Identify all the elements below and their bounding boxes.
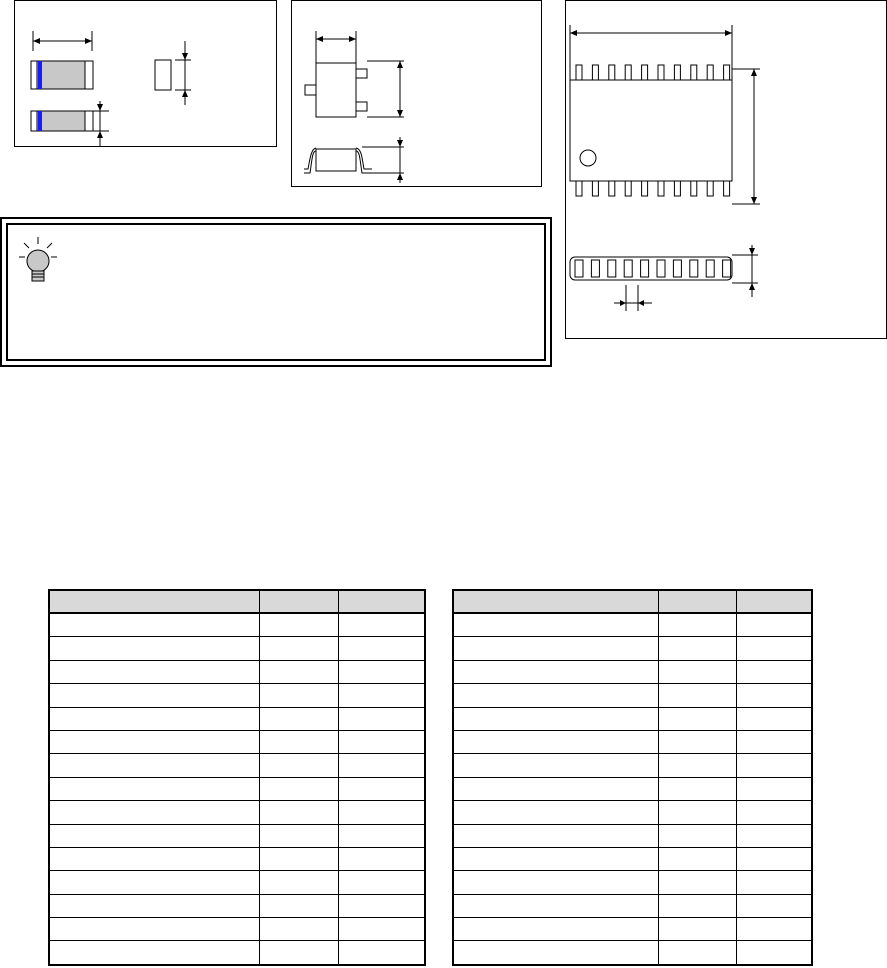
table-row [49, 637, 425, 660]
table-cell [658, 730, 736, 753]
ic-pin [657, 260, 665, 277]
table-row [49, 824, 425, 847]
table-cell [338, 754, 425, 777]
table-cell [259, 871, 338, 894]
table-cell [49, 754, 259, 777]
ic-pin [641, 260, 649, 277]
table-cell [49, 613, 259, 637]
table-cell [658, 613, 736, 637]
table-row [453, 801, 812, 824]
table-row [49, 894, 425, 917]
table-cell [49, 777, 259, 800]
table-cell [338, 824, 425, 847]
ic-pin [707, 65, 713, 80]
table-cell [259, 847, 338, 870]
table-cell [338, 847, 425, 870]
table-cell [736, 847, 812, 870]
ic-pin [592, 65, 598, 80]
table-cell [338, 637, 425, 660]
ic-pin [691, 65, 697, 80]
column-header [453, 590, 658, 613]
table-row [49, 777, 425, 800]
ic-pin [674, 65, 680, 80]
bottom-pin-row [576, 181, 730, 196]
table-cell [259, 801, 338, 824]
table-cell [453, 941, 658, 965]
ic-pin [673, 260, 681, 277]
table-cell [453, 660, 658, 683]
top-pin-row [576, 65, 730, 80]
ic-pin [576, 181, 582, 196]
table-cell [259, 684, 338, 707]
table-cell [453, 754, 658, 777]
column-header [49, 590, 259, 613]
table-cell [259, 824, 338, 847]
ic-pin [576, 65, 582, 80]
ic-pin [592, 181, 598, 196]
table-cell [736, 684, 812, 707]
table-row [453, 684, 812, 707]
table-row [49, 613, 425, 637]
table-cell [736, 941, 812, 965]
table-cell [736, 777, 812, 800]
table-row [49, 801, 425, 824]
table-cell [736, 660, 812, 683]
table-cell [49, 684, 259, 707]
ic-pin [690, 260, 698, 277]
table-cell [338, 941, 425, 965]
table-cell [658, 684, 736, 707]
table-cell [453, 777, 658, 800]
table-row [453, 707, 812, 730]
table-row [453, 637, 812, 660]
ic-pin [723, 260, 731, 277]
ic-pin [658, 65, 664, 80]
table-row [453, 754, 812, 777]
table-cell [49, 824, 259, 847]
table-cell [453, 637, 658, 660]
ic-pin [724, 65, 730, 80]
table-cell [658, 777, 736, 800]
table-cell [658, 707, 736, 730]
table-row [453, 777, 812, 800]
ic-pin [625, 181, 631, 196]
table-cell [49, 730, 259, 753]
table-cell [338, 707, 425, 730]
ic-pin [608, 260, 616, 277]
table-cell [338, 894, 425, 917]
column-header [658, 590, 736, 613]
ic-pin [706, 260, 714, 277]
table-cell [338, 871, 425, 894]
ic-package-drawing [565, 0, 887, 339]
table-row [49, 871, 425, 894]
table-cell [259, 637, 338, 660]
table-row [49, 941, 425, 965]
table-cell [49, 871, 259, 894]
column-header [338, 590, 425, 613]
table-cell [49, 847, 259, 870]
table-cell [453, 871, 658, 894]
table-cell [658, 894, 736, 917]
table-cell [453, 707, 658, 730]
table-cell [736, 637, 812, 660]
table-header-row [453, 590, 812, 613]
table-cell [49, 637, 259, 660]
table-cell [259, 777, 338, 800]
table-cell [259, 894, 338, 917]
table-cell [49, 894, 259, 917]
table-cell [338, 918, 425, 941]
table-row [49, 918, 425, 941]
table-row [453, 660, 812, 683]
table-cell [736, 707, 812, 730]
table-cell [49, 707, 259, 730]
ic-pin [724, 181, 730, 196]
ic-pin [575, 260, 583, 277]
table-row [49, 754, 425, 777]
table-cell [259, 918, 338, 941]
transistor-outline-svg [292, 1, 543, 188]
tip-box [0, 217, 552, 367]
table-cell [736, 754, 812, 777]
ic-pin [658, 181, 664, 196]
table-cell [453, 801, 658, 824]
table-cell [338, 777, 425, 800]
table-cell [658, 637, 736, 660]
table-row [453, 730, 812, 753]
table-row [453, 894, 812, 917]
table-cell [658, 660, 736, 683]
table-cell [259, 754, 338, 777]
table-cell [338, 684, 425, 707]
column-header [259, 590, 338, 613]
table-cell [736, 613, 812, 637]
table-header-row [49, 590, 425, 613]
column-header [736, 590, 812, 613]
table-cell [338, 801, 425, 824]
ic-pin [691, 181, 697, 196]
table-row [49, 730, 425, 753]
table-cell [658, 824, 736, 847]
table-cell [453, 684, 658, 707]
transistor-package-drawing [291, 0, 542, 187]
table-cell [49, 941, 259, 965]
ic-pin [609, 181, 615, 196]
table-cell [453, 613, 658, 637]
table-cell [49, 801, 259, 824]
table-row [49, 684, 425, 707]
table-cell [259, 730, 338, 753]
table-row [49, 660, 425, 683]
table-cell [259, 941, 338, 965]
table-cell [736, 871, 812, 894]
table-row [453, 824, 812, 847]
table-cell [658, 801, 736, 824]
parts-table-left [48, 589, 426, 966]
table-row [453, 918, 812, 941]
table-cell [658, 847, 736, 870]
table-cell [658, 918, 736, 941]
table-cell [338, 613, 425, 637]
table-cell [338, 660, 425, 683]
table-cell [658, 754, 736, 777]
ic-pin [642, 65, 648, 80]
diode-package-drawing [14, 0, 277, 147]
table-cell [736, 801, 812, 824]
table-row [453, 941, 812, 965]
table-cell [736, 894, 812, 917]
table-cell [453, 730, 658, 753]
ic-outline-svg [566, 1, 887, 340]
table-cell [259, 707, 338, 730]
tip-box-inner [6, 223, 546, 361]
diode-outline-svg [15, 1, 278, 148]
ic-pin [625, 65, 631, 80]
table-cell [49, 660, 259, 683]
table-row [453, 613, 812, 637]
table-row [453, 871, 812, 894]
table-cell [658, 941, 736, 965]
table-cell [736, 730, 812, 753]
parts-table-right [452, 589, 813, 966]
table-cell [453, 918, 658, 941]
table-row [49, 707, 425, 730]
ic-pin [609, 65, 615, 80]
table-cell [453, 894, 658, 917]
ic-pin [591, 260, 599, 277]
ic-pin [674, 181, 680, 196]
table-cell [259, 613, 338, 637]
table-cell [453, 824, 658, 847]
table-row [453, 847, 812, 870]
lightbulb-icon [18, 235, 58, 285]
table-cell [49, 918, 259, 941]
table-cell [736, 824, 812, 847]
ic-pin [642, 181, 648, 196]
table-cell [259, 660, 338, 683]
table-row [49, 847, 425, 870]
table-cell [736, 918, 812, 941]
table-cell [453, 847, 658, 870]
ic-pin [624, 260, 632, 277]
table-cell [338, 730, 425, 753]
ic-pin [707, 181, 713, 196]
table-cell [658, 871, 736, 894]
